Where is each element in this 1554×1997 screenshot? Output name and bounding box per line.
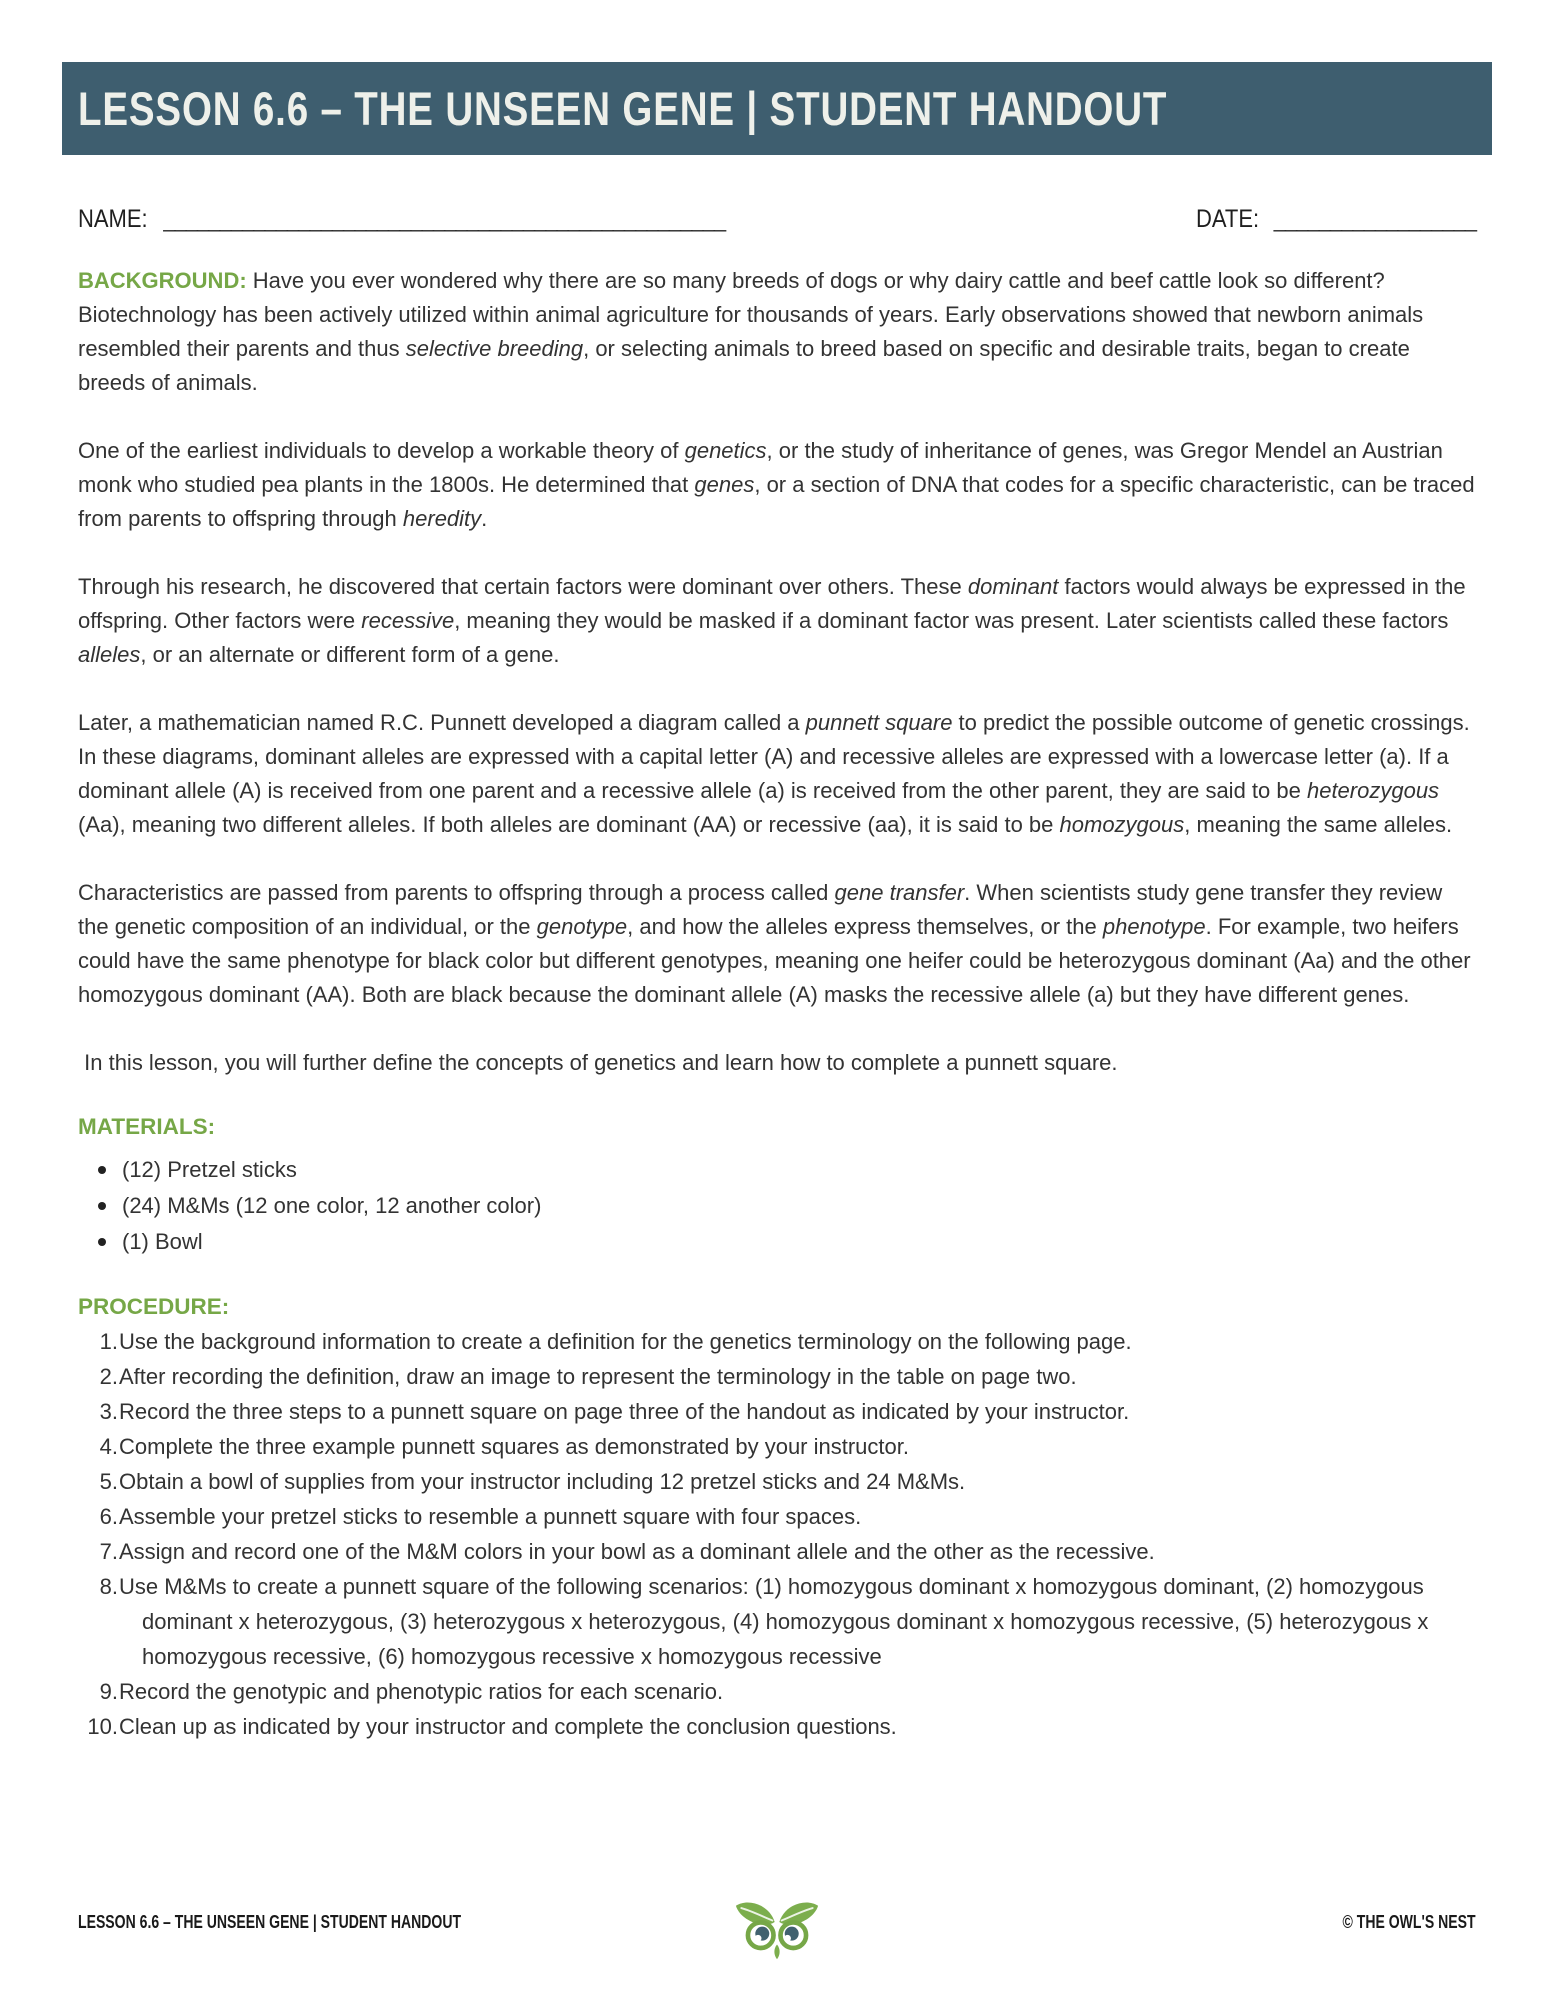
text-segment: , or selecting animals to breed based on specific and desirable traits, began to create breeds of animals. [78,336,1416,395]
text-segment: selective breeding [405,336,584,361]
footer-lesson-title: LESSON 6.6 – THE UNSEEN GENE | STUDENT HANDOUT [78,1912,462,1932]
materials-list [78,1152,1476,1260]
materials-item-text: (1) Bowl [122,1229,203,1254]
step-text: Record the three steps to a punnett square on page three of the handout as indicated by your instructor. [119,1399,1130,1424]
materials-list-item [122,1224,1476,1260]
step-text: Obtain a bowl of supplies from your instructor including 12 pretzel sticks and 24 M&Ms. [119,1469,966,1494]
procedure-step [99,1324,1476,1359]
text-segment: genetics [684,438,767,463]
lesson-intro-paragraph [78,1046,1476,1080]
text-segment: heterozygous [1306,778,1440,803]
procedure-step [87,1709,1476,1744]
date-field [1196,205,1476,234]
text-segment: . For example, two heifers could have the same phenotype for black color but different genotypes, meaning one heifer could be heterozygous dominant (Aa) and the other homozygous dominant (AA). Both are black because the dominant allele (A) masks the recessive allele (a) but they have different genes. [78,914,1477,1007]
text-segment: , or an alternate or different form of a gene. [140,642,560,667]
step-number: 4. [99,1434,118,1459]
step-text: Use M&Ms to create a punnett square of the following scenarios: (1) homozygous dominant x homozygous dominant, (2) homozygous dominant x heterozygous, (3) heterozygous x heterozygous, (4) homozygous dominant x homozygous recessive, (5) heterozygous x homozygous recessive, (6) homozygous recessive x homozygous recessive [119,1574,1429,1669]
text-segment: genes [694,472,755,497]
background-paragraph-4 [78,706,1476,842]
inline-section-heading: BACKGROUND: [78,268,247,293]
text-segment: Have you ever wondered why there are so many breeds of dogs or why dairy cattle and beef cattle look so different? Biotechnology has been actively utilized within animal agriculture for thousands of years. Early observations showed that newborn animals resembled their parents and thus [78,268,1430,361]
text-segment: , meaning the same alleles. [1184,812,1453,837]
owl-logo-icon [730,1898,824,1960]
procedure-step [99,1499,1476,1534]
text-segment: In this lesson, you will further define the concepts of genetics and learn how to complete a punnett square. [78,1050,1118,1075]
date-blank-line: __________________ [1273,207,1476,232]
step-number: 8. [99,1574,118,1599]
background-paragraph-5 [78,876,1476,1012]
text-segment: Later, a mathematician named R.C. Punnett developed a diagram called a [78,710,806,735]
procedure-step [99,1394,1476,1429]
page-footer [78,1898,1476,1962]
step-number: 9. [99,1679,118,1704]
text-segment: factors would always be expressed in the offspring. Other factors were [78,574,1472,633]
step-text: Assemble your pretzel sticks to resemble a punnett square with four spaces. [119,1504,862,1529]
text-segment: . [481,506,488,531]
step-text: Assign and record one of the M&M colors in your bowl as a dominant allele and the other as the recessive. [119,1539,1155,1564]
background-paragraph-1 [78,264,1476,400]
step-text: Use the background information to create a definition for the genetics terminology on the following page. [119,1329,1132,1354]
step-number: 6. [99,1504,118,1529]
procedure-step [99,1464,1476,1499]
materials-item-text: (12) Pretzel sticks [122,1157,297,1182]
procedure-list [78,1324,1476,1744]
step-text: After recording the definition, draw an image to represent the terminology in the table on page two. [119,1364,1077,1389]
name-date-row [78,205,1476,234]
step-text: Record the genotypic and phenotypic ratios for each scenario. [119,1679,724,1704]
date-label: DATE: [1195,205,1260,233]
name-label: NAME: [78,205,148,233]
step-number: 7. [99,1539,118,1564]
name-field [78,205,725,234]
materials-item-text: (24) M&Ms (12 one color, 12 another color) [122,1193,542,1218]
text-segment: recessive [361,608,455,633]
procedure-heading: PROCEDURE: [78,1294,230,1319]
text-segment: Characteristics are passed from parents to offspring through a process called [78,880,835,905]
step-text: Complete the three example punnett squares as demonstrated by your instructor. [119,1434,909,1459]
materials-heading: MATERIALS: [78,1114,216,1139]
page-content [62,205,1492,1744]
text-segment: alleles [78,642,141,667]
text-segment: dominant [967,574,1059,599]
text-segment: genotype [536,914,628,939]
procedure-step [99,1674,1476,1709]
text-segment: heredity [402,506,482,531]
title-banner [62,62,1492,155]
step-number: 2. [99,1364,118,1389]
procedure-step [99,1534,1476,1569]
step-number: 10. [87,1714,118,1739]
text-segment: , meaning they would be masked if a dominant factor was present. Later scientists called these factors [454,608,1455,633]
materials-list-item [122,1188,1476,1224]
text-segment: to predict the possible outcome of genetic crossings. In these diagrams, dominant alleles are expressed with a capital letter (A) and recessive alleles are expressed with a lowercase letter (a). If a dominant allele (A) is received from one parent and a recessive allele (a) is received from the other parent, they are said to be [78,710,1476,803]
step-number: 3. [99,1399,118,1424]
text-segment: gene transfer [834,880,965,905]
text-segment: , or a section of DNA that codes for a specific characteristic, can be traced from parents to offspring through [78,472,1481,531]
text-segment: Through his research, he discovered that certain factors were dominant over others. These [78,574,968,599]
text-segment: punnett square [805,710,953,735]
footer-copyright: © THE OWL'S NEST [1342,1912,1476,1932]
text-segment: phenotype [1102,914,1206,939]
background-paragraph-2 [78,434,1481,536]
text-segment: (Aa), meaning two different alleles. If both alleles are dominant (AA) or recessive (aa), it is said to be [78,778,1446,837]
text-segment: . When scientists study gene transfer they review the genetic composition of an individual, or the [78,880,1449,939]
background-paragraph-3 [78,570,1476,672]
text-segment: , or the study of inheritance of genes, was Gregor Mendel an Austrian monk who studied pea plants in the 1800s. He determined that [78,438,1449,497]
name-blank-line: __________________________________________________ [163,207,726,232]
text-segment: homozygous [1059,812,1185,837]
text-segment: One of the earliest individuals to develop a workable theory of [78,438,685,463]
step-number: 1. [99,1329,118,1354]
text-segment: , and how the alleles express themselves, or the [627,914,1103,939]
procedure-step [99,1569,1476,1674]
procedure-step [99,1359,1476,1394]
step-text: Clean up as indicated by your instructor and complete the conclusion questions. [119,1714,897,1739]
page-title: LESSON 6.6 – THE UNSEEN GENE | STUDENT HANDOUT [78,82,1168,135]
procedure-step [99,1429,1476,1464]
step-number: 5. [99,1469,118,1494]
materials-list-item [122,1152,1476,1188]
